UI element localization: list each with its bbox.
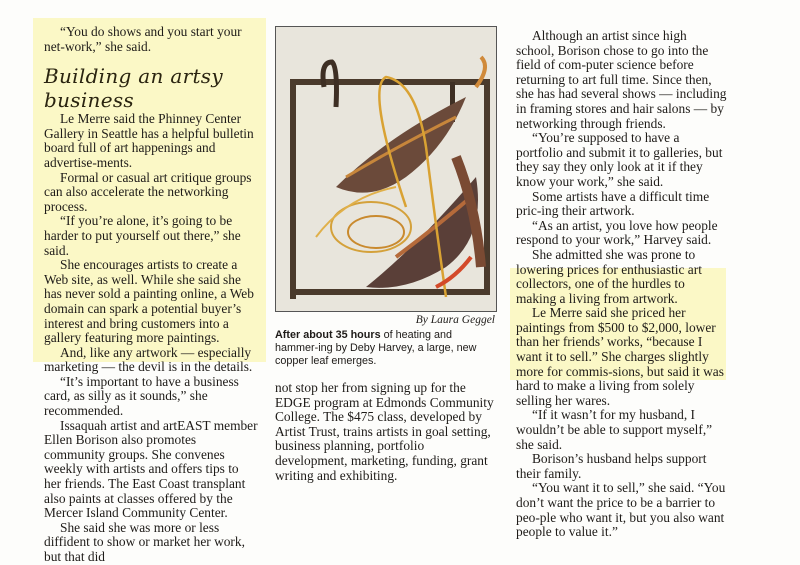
paragraph: “If you’re alone, it’s going to be harder to put yourself out there,” she said. [44,213,241,258]
section-heading: Building an artsy business [44,64,223,113]
paragraph: not stop her from signing up for the EDGE program at Edmonds Community College. The $475 class, developed by Artist Trust, trains artists in goal setting, business planning, portfolio development, marketing, funding, grant writing and exhibiting. [275,380,494,483]
sculpture-photo [275,26,497,312]
paragraph: And, like any artwork — especially marketing — the devil is in the details. [44,344,253,375]
paragraph: “It’s important to have a business card, as silly as it sounds,” she recommended. [44,373,239,419]
paragraph: Although an artist since high school, Borison chose to go into the field of com-puter science before returning to art full time. Since then, she has had several shows — including in framing stores and hair salons — by networking through friends. [516,28,727,131]
column-right [516,29,728,540]
paragraph: She said she was more or less diffident to show or market her work, but that did [44,519,245,564]
paragraph: “You do shows and you start your net-work,” she said. [44,24,242,54]
caption-bold: After about 35 hours [275,329,381,341]
caption-text: of heating and hammer-ing by Deby Harvey, a large, new copper leaf emerges. [275,329,477,368]
paragraph: Le Merre said the Phinney Center Gallery in Seattle has a helpful bulletin board full of art happenings and advertise-ments. [44,111,254,170]
paragraph: “As an artist, you love how people respond to your work,” Harvey said. [516,217,718,248]
paragraph: Issaquah artist and artEAST member Ellen Borison also promotes community groups. She convenes weekly with artists and offers tips to her friends. The East Coast transplant also paints at classes offered by the Mercer Island Community Center. [44,417,258,521]
paragraph: Le Merre said she priced her paintings from $500 to $2,000, lower than her friends’ works, “because I want it to sell.” She charges slightly more for commis-sions, but said it was hard to make a living from solely selling her wares. [516,305,724,408]
paragraph: “If it wasn’t for my husband, I wouldn’t be able to support myself,” she said. [516,407,713,452]
paragraph: Borison’s husband helps support their family. [516,451,707,481]
paragraph: Formal or casual art critique groups can also accelerate the networking process. [44,169,252,214]
photo-byline: By Laura Geggel [415,314,495,326]
paragraph: “You want it to sell,” she said. “You don’t want the price to be a barrier to peo-ple who want it, but you also want people to value it.” [516,480,726,540]
copper-leaf-sculpture-image [276,27,496,311]
column-middle [275,381,497,483]
paragraph: She encourages artists to create a Web site, as well. While she said she has never sold a painting online, a Web domain can spark a potential buyer’s interest and bring customers into a gallery featuring more paintings. [44,257,254,346]
paragraph: Some artists have a difficult time pric-ing their artwork. [516,188,710,219]
paragraph: “You’re supposed to have a portfolio and submit it to galleries, but they say they only look at it if they know your work,” she said. [516,130,723,189]
column-left [44,25,259,565]
paragraph: She admitted she was prone to lowering prices for enthusiastic art collectors, one of the hurdles to making a living from artwork. [516,246,702,306]
photo-caption [275,329,497,369]
